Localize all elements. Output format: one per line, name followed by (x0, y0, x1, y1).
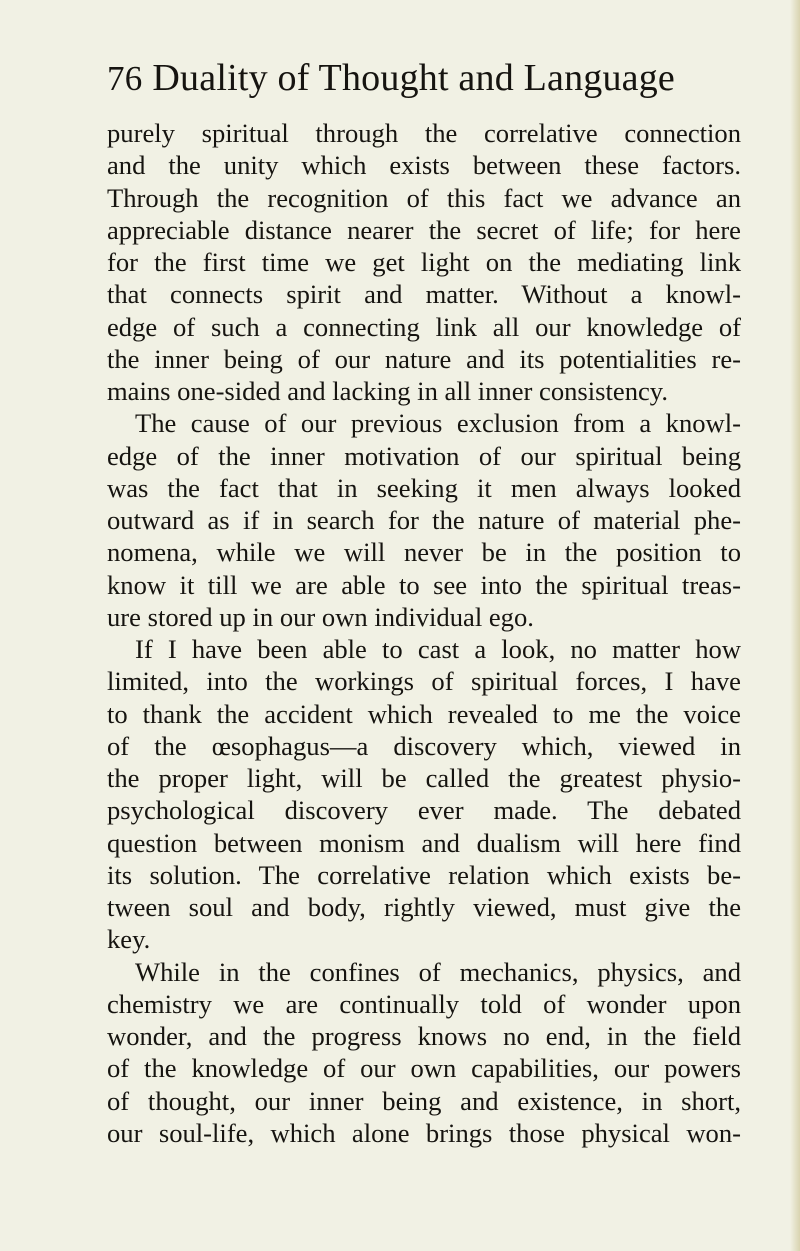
text-line: limited, into the workings of spiritual forces, I have (107, 666, 741, 697)
text-line: psychological discovery ever made. The debated (107, 795, 741, 826)
text-line: edge of the inner motivation of our spiritual being (107, 440, 741, 471)
text-line: The cause of our previous exclusion from a knowl- (135, 408, 741, 439)
text-line: was the fact that in seeking it men always looked (107, 472, 741, 503)
text-line: If I have been able to cast a look, no matter how (135, 634, 741, 664)
text-line: appreciable distance nearer the secret of life; for here (107, 214, 741, 245)
text-line: the proper light, will be called the greatest physio- (107, 763, 741, 793)
text-line: Through the recognition of this fact we advance an (107, 182, 741, 213)
text-line: purely spiritual through the correlative connection (107, 118, 741, 148)
page-number: 76 (107, 59, 143, 98)
text-line: mains one-sided and lacking in all inner consistency. (107, 376, 669, 406)
text-line: for the first time we get light on the mediating link (107, 247, 741, 277)
running-header (107, 54, 747, 104)
body-text (107, 117, 741, 1217)
text-line: nomena, while we will never be in the position to (107, 537, 741, 568)
text-line: its solution. The correlative relation which exists be- (107, 859, 741, 890)
text-line: that connects spirit and matter. Without a knowl- (107, 279, 741, 310)
text-line: ure stored up in our own individual ego. (107, 601, 534, 632)
text-line: chemistry we are continually told of wonder upon (107, 988, 741, 1019)
text-line: know it till we are able to see into the spiritual treas- (107, 569, 741, 600)
running-title: Duality of Thought and Language (152, 57, 676, 99)
text-line: outward as if in search for the nature of material phe- (107, 505, 741, 535)
text-line: of the knowledge of our own capabilities, our powers (107, 1053, 741, 1084)
text-line: the inner being of our nature and its potentialities re- (107, 343, 741, 374)
text-line: While in the confines of mechanics, physics, and (135, 956, 741, 987)
text-line: tween soul and body, rightly viewed, must give the (107, 892, 741, 922)
page-edge-shading (790, 0, 800, 1251)
text-line: key. (107, 924, 151, 955)
text-line: of thought, our inner being and existence, in short, (107, 1085, 741, 1116)
text-line: wonder, and the progress knows no end, in the field (107, 1021, 741, 1051)
text-line: and the unity which exists between these factors. (107, 150, 741, 181)
text-line: our soul-life, which alone brings those physical won- (107, 1117, 741, 1148)
text-line: of the œsophagus—a discovery which, viewed in (107, 730, 741, 761)
text-line: to thank the accident which revealed to me the voice (107, 698, 741, 729)
text-line: question between monism and dualism will here find (107, 827, 741, 858)
text-line: edge of such a connecting link all our knowledge of (107, 311, 741, 342)
